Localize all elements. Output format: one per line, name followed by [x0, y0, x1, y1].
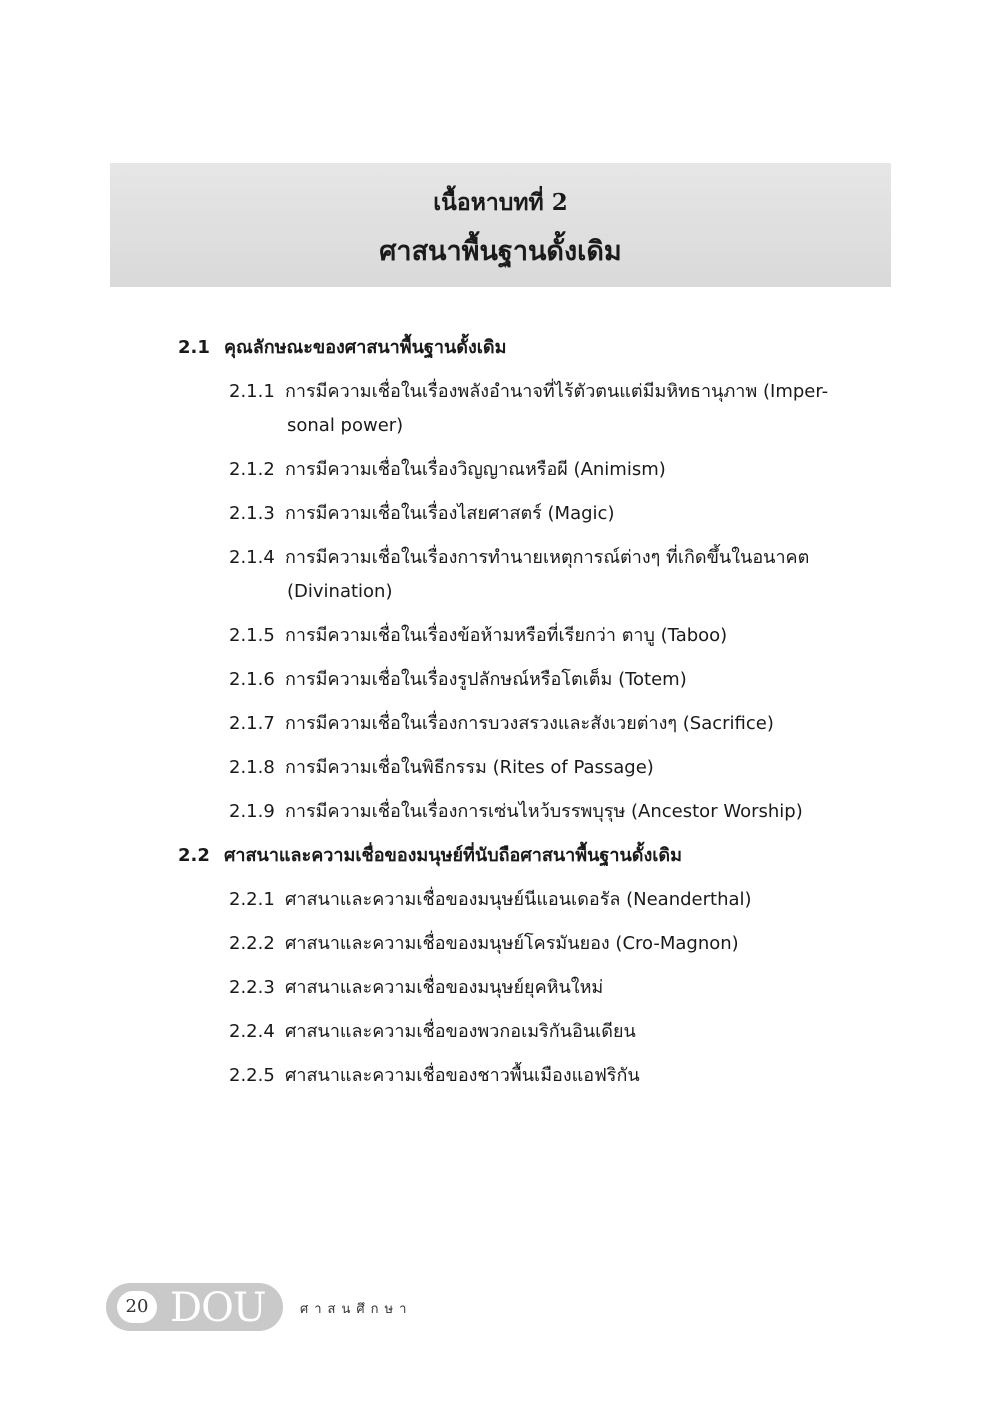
list-item — [229, 381, 828, 403]
list-item — [229, 503, 614, 525]
item-number: 2.1.8 — [229, 757, 275, 778]
item-text: ศาสนาและความเชื่อของมนุษย์ยุคหินใหม่ — [285, 977, 604, 998]
course-title: ศาสนศึกษา — [300, 1302, 413, 1317]
list-item — [229, 625, 727, 647]
list-item — [229, 889, 752, 911]
list-item — [229, 1065, 640, 1087]
item-text: การมีความเชื่อในเรื่องข้อห้ามหรือที่เรียกว่า ตาบู (Taboo) — [285, 625, 728, 646]
item-text: ศาสนาและความเชื่อของพวกอเมริกันอินเดียน — [285, 1021, 636, 1042]
list-item — [229, 933, 739, 955]
list-item — [229, 977, 603, 999]
list-item — [229, 669, 687, 691]
page-number: 20 — [117, 1291, 157, 1323]
item-number: 2.2.5 — [229, 1065, 275, 1086]
chapter-subtitle: ศาสนาพื้นฐานดั้งเดิม — [379, 236, 622, 267]
item-continuation: (Divination) — [287, 581, 393, 602]
item-text: ศาสนาและความเชื่อของมนุษย์โครมันยอง (Cro-Magnon) — [285, 933, 739, 954]
item-number: 2.1.6 — [229, 669, 275, 690]
section-number: 2.1 — [178, 337, 210, 358]
list-item — [229, 547, 809, 569]
item-number: 2.2.4 — [229, 1021, 275, 1042]
item-text: การมีความเชื่อในเรื่องพลังอำนาจที่ไร้ตัวตนแต่มีมหิทธานุภาพ (Imper- — [285, 381, 829, 402]
item-text: การมีความเชื่อในพิธีกรรม (Rites of Passage) — [285, 757, 654, 778]
item-number: 2.2.3 — [229, 977, 275, 998]
item-number: 2.1.4 — [229, 547, 275, 568]
item-number: 2.1.7 — [229, 713, 275, 734]
section-title: ศาสนาและความเชื่อของมนุษย์ที่นับถือศาสนาพื้นฐานดั้งเดิม — [224, 845, 682, 866]
item-number: 2.2.2 — [229, 933, 275, 954]
list-item — [229, 459, 666, 481]
section-number: 2.2 — [178, 845, 210, 866]
item-number: 2.1.3 — [229, 503, 275, 524]
item-number: 2.1.9 — [229, 801, 275, 822]
item-text: การมีความเชื่อในเรื่องการทำนายเหตุการณ์ต่างๆ ที่เกิดขึ้นในอนาคต — [285, 547, 810, 568]
item-number: 2.1.1 — [229, 381, 275, 402]
list-item — [229, 713, 774, 735]
chapter-header — [110, 163, 891, 287]
item-text: การมีความเชื่อในเรื่องไสยศาสตร์ (Magic) — [285, 503, 615, 524]
section-title: คุณลักษณะของศาสนาพื้นฐานดั้งเดิม — [224, 337, 507, 358]
section-heading — [178, 845, 682, 867]
chapter-title: เนื้อหาบทที่ 2 — [433, 189, 568, 216]
item-text: การมีความเชื่อในเรื่องการบวงสรวงและสังเวยต่างๆ (Sacrifice) — [285, 713, 774, 734]
item-text: ศาสนาและความเชื่อของมนุษย์นีแอนเดอรัล (Neanderthal) — [285, 889, 752, 910]
list-item — [229, 1021, 636, 1043]
item-text: การมีความเชื่อในเรื่องการเซ่นไหว้บรรพบุรุษ (Ancestor Worship) — [285, 801, 803, 822]
item-text: ศาสนาและความเชื่อของชาวพื้นเมืองแอฟริกัน — [285, 1065, 640, 1086]
item-text: การมีความเชื่อในเรื่องรูปลักษณ์หรือโตเต็ม (Totem) — [285, 669, 687, 690]
item-continuation: sonal power) — [287, 415, 404, 436]
section-heading — [178, 337, 506, 359]
item-text: การมีความเชื่อในเรื่องวิญญาณหรือผี (Animism) — [285, 459, 666, 480]
list-item — [229, 757, 654, 779]
item-number: 2.1.2 — [229, 459, 275, 480]
list-item — [229, 801, 803, 823]
item-number: 2.1.5 — [229, 625, 275, 646]
item-number: 2.2.1 — [229, 889, 275, 910]
dou-logo: DOU — [170, 1285, 266, 1331]
